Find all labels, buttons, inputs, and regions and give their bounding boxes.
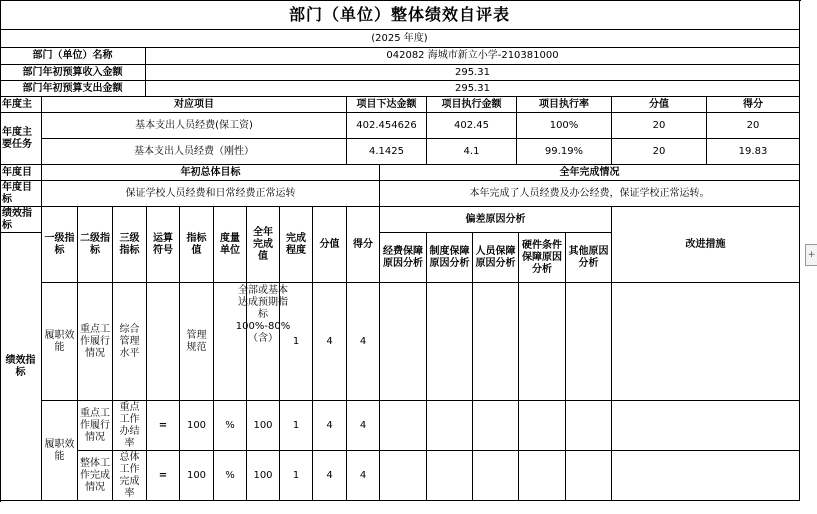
perf-row-2-actual[interactable]: 100 [247, 401, 280, 451]
task-row-1-got[interactable]: 20 [707, 113, 800, 139]
goal-label-2: 年度目标 [0, 181, 42, 207]
perf-header-target: 指标值 [180, 207, 214, 283]
perf-header-lvl3: 三级指标 [113, 207, 147, 283]
perf-row-2-score[interactable]: 4 [313, 401, 347, 451]
perf-row-3-target[interactable]: 100 [180, 451, 214, 501]
perf-row-3-score[interactable]: 4 [313, 451, 347, 501]
perf-dev-col-1: 经费保障原因分析 [380, 233, 427, 283]
goal-plan-header: 年初总体目标 [42, 165, 380, 181]
goal-plan-text[interactable]: 保证学校人员经费和日常经费正常运转 [42, 181, 380, 207]
perf-row-3-improve[interactable] [612, 451, 800, 501]
perf-row-1-score[interactable]: 4 [313, 283, 347, 401]
perf-header-degree: 完成程度 [280, 207, 313, 283]
perf-row-3-op[interactable]: = [147, 451, 180, 501]
side-expand-tab[interactable]: + [805, 244, 817, 266]
perf-row-1-dev-2[interactable] [427, 283, 473, 401]
perf-row-2-lvl1[interactable]: 履职效能 [42, 401, 78, 501]
task-row-2-score[interactable]: 20 [612, 139, 707, 165]
perf-row-2-degree[interactable]: 1 [280, 401, 313, 451]
perf-label: 绩效指标 [0, 233, 42, 501]
unit-name-value[interactable]: 042082 海城市新立小学-210381000 [146, 48, 800, 65]
perf-row-1-got[interactable]: 4 [347, 283, 380, 401]
perf-row-2-got[interactable]: 4 [347, 401, 380, 451]
perf-row-2-op[interactable]: = [147, 401, 180, 451]
perf-dev-col-4: 硬件条件保障原因分析 [519, 233, 566, 283]
perf-row-3-lvl2[interactable]: 整体工作完成情况 [78, 451, 113, 501]
perf-improve-header: 改进措施 [612, 207, 800, 283]
perf-row-2-target[interactable]: 100 [180, 401, 214, 451]
task-row-2-got[interactable]: 19.83 [707, 139, 800, 165]
perf-dev-col-2: 制度保障原因分析 [427, 233, 473, 283]
budget-income-label: 部门年初预算收入金额 [0, 65, 146, 81]
perf-row-3-got[interactable]: 4 [347, 451, 380, 501]
page-title: 部门（单位）整体绩效自评表 [0, 0, 800, 30]
perf-row-1-lvl1[interactable]: 履职效能 [42, 283, 78, 401]
task-row-1-score[interactable]: 20 [612, 113, 707, 139]
task-row-1-budget[interactable]: 402.454626 [347, 113, 427, 139]
perf-row-3-actual[interactable]: 100 [247, 451, 280, 501]
task-header-item: 对应项目 [42, 97, 347, 113]
perf-row-3-dev-1[interactable] [380, 451, 427, 501]
perf-row-2-dev-5[interactable] [566, 401, 612, 451]
perf-row-2-dev-2[interactable] [427, 401, 473, 451]
perf-row-1-lvl2[interactable]: 重点工作履行情况 [78, 283, 113, 401]
perf-row-3-dev-5[interactable] [566, 451, 612, 501]
perf-row-1-lvl3[interactable]: 综合管理水平 [113, 283, 147, 401]
perf-dev-col-3: 人员保障原因分析 [473, 233, 519, 283]
perf-header-score: 分值 [313, 207, 347, 283]
perf-row-3-dev-2[interactable] [427, 451, 473, 501]
perf-row-1-dev-5[interactable] [566, 283, 612, 401]
perf-header-actual: 全年完成值 [247, 207, 280, 283]
perf-header-op: 运算符号 [147, 207, 180, 283]
perf-row-3-degree[interactable]: 1 [280, 451, 313, 501]
perf-row-1-improve[interactable] [612, 283, 800, 401]
task-label: 年度主要任务 [0, 113, 42, 165]
task-row-1-rate[interactable]: 100% [517, 113, 612, 139]
task-row-2-rate[interactable]: 99.19% [517, 139, 612, 165]
perf-row-2-improve[interactable] [612, 401, 800, 451]
perf-row-1-actual[interactable]: 全部或基本达成预期指标100%-80%（含） [247, 283, 280, 401]
task-row-2-item[interactable]: 基本支出人员经费（刚性） [42, 139, 347, 165]
perf-row-2-dev-4[interactable] [519, 401, 566, 451]
budget-income-value[interactable]: 295.31 [146, 65, 800, 81]
task-header-col0: 年度主 [0, 97, 42, 113]
year-label: (2025 年度) [0, 30, 800, 48]
budget-expense-label: 部门年初预算支出金额 [0, 81, 146, 97]
task-header-score: 分值 [612, 97, 707, 113]
goal-done-text[interactable]: 本年完成了人员经费及办公经费，保证学校正常运转。 [380, 181, 800, 207]
goal-done-header: 全年完成情况 [380, 165, 800, 181]
perf-row-2-dev-1[interactable] [380, 401, 427, 451]
task-row-1-exec[interactable]: 402.45 [427, 113, 517, 139]
perf-row-2-dev-3[interactable] [473, 401, 519, 451]
perf-row-1-op[interactable] [147, 283, 180, 401]
perf-row-1-dev-3[interactable] [473, 283, 519, 401]
task-header-exec: 项目执行金额 [427, 97, 517, 113]
perf-row-3-dev-4[interactable] [519, 451, 566, 501]
perf-row-1-dev-4[interactable] [519, 283, 566, 401]
perf-header-lvl1: 一级指标 [42, 207, 78, 283]
budget-expense-value[interactable]: 295.31 [146, 81, 800, 97]
perf-row-3-dev-3[interactable] [473, 451, 519, 501]
perf-header-unit: 度量单位 [214, 207, 247, 283]
perf-row-3-unit[interactable]: % [214, 451, 247, 501]
goal-label: 年度目 [0, 165, 42, 181]
task-row-2-exec[interactable]: 4.1 [427, 139, 517, 165]
task-header-got: 得分 [707, 97, 800, 113]
perf-dev-col-5: 其他原因分析 [566, 233, 612, 283]
task-header-rate: 项目执行率 [517, 97, 612, 113]
perf-row-1-dev-1[interactable] [380, 283, 427, 401]
perf-row-1-degree[interactable]: 1 [280, 283, 313, 401]
perf-row-2-lvl3[interactable]: 重点工作办结率 [113, 401, 147, 451]
perf-row-2-lvl2[interactable]: 重点工作履行情况 [78, 401, 113, 451]
perf-row-2-unit[interactable]: % [214, 401, 247, 451]
perf-header-lvl2: 二级指标 [78, 207, 113, 283]
perf-row-3-lvl3[interactable]: 总体工作完成率 [113, 451, 147, 501]
task-row-2-budget[interactable]: 4.1425 [347, 139, 427, 165]
perf-header-got: 得分 [347, 207, 380, 283]
perf-top-label: 绩效指标 [0, 207, 42, 233]
task-row-1-item[interactable]: 基本支出人员经费(保工资) [42, 113, 347, 139]
perf-dev-header: 偏差原因分析 [380, 207, 612, 233]
task-header-budget: 项目下达金额 [347, 97, 427, 113]
unit-name-label: 部门（单位）名称 [0, 48, 146, 65]
perf-row-1-target[interactable]: 管理规范 [180, 283, 214, 401]
